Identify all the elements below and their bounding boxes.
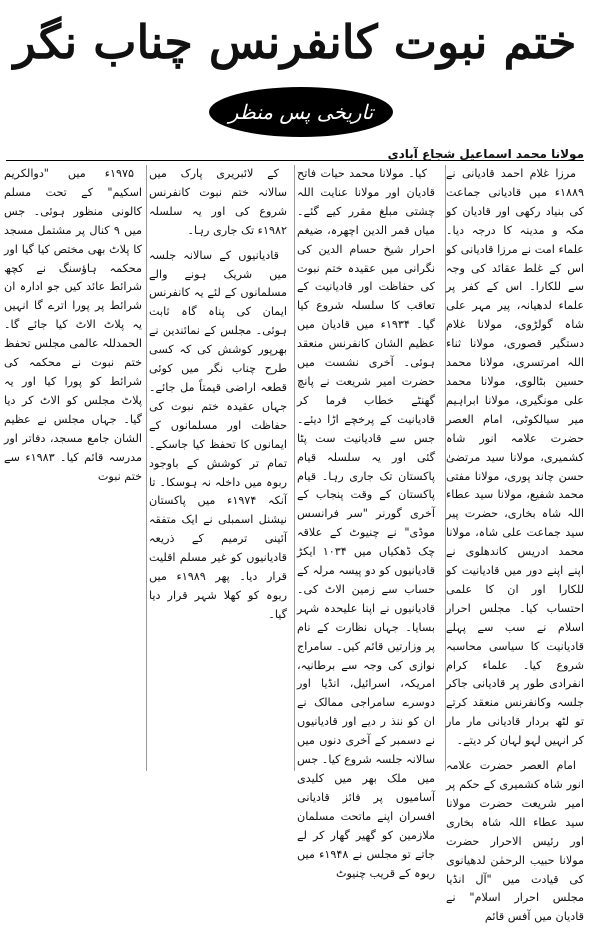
article-column-3 [149,165,287,771]
article-column-4 [4,165,142,771]
column-divider [294,165,295,771]
paragraph: کے لائبریری پارک میں سالانہ ختم نبوت کانفرنس شروع کی اور یہ سلسلہ ۱۹۸۲ء تک جاری رہا۔ [149,167,287,237]
article-column-1 [446,165,584,924]
paragraph: ۱۹۷۵ء میں "دوالکریم اسکیم" کے تحت مسلم کالونی منظور ہوئی۔ جس میں ۹ کنال پر مشتمل مسجد کا پلاٹ بھی مختص کیا گیا اور محکمہ ہاؤسنگ نے کچھ شرائط عائد کیں جو ادارہ ان شرائط پر پورا اترے گا انہیں یہ پلاٹ الاٹ کیا جائے گا۔ الحمدللہ عالمی مجلس تحفظ ختم نبوت نے محکمہ کی شرائط کو پورا کیا اور یہ پلاٹ مجلس کو الاٹ کر دیا گیا۔ جہاں مجلس نے عظیم الشان جامع مسجد، دفاتر اور مدرسہ قائم کیا۔ ۱۹۸۳ء سے ختم نبوت [4,167,142,483]
subheading-badge: تاریخی پس منظر [209,87,393,137]
paragraph: امام العصر حضرت علامہ انور شاہ کشمیری کے حکم پر امیر شریعت حضرت مولانا سید عطاء اللہ شاہ بخاری اور رئیس الاحرار حضرت مولانا حبیب الرحمٰن لدھیانوی کی قیادت میں "آل انڈیا مجلس احرار اسلام" نے قادیان میں آفس قائم [446,759,584,924]
header-rule [6,160,584,161]
headline: ختم نبوت کانفرنس چناب نگر [13,15,577,69]
byline: مولانا محمد اسماعیل شجاع آبادی [387,147,584,161]
column-divider [146,165,147,771]
article-column-2 [297,165,435,880]
paragraph: مرزا غلام احمد قادیانی نے ۱۸۸۹ء میں قادیانی جماعت کی بنیاد رکھی اور قادیان کو مکہ و مدینہ کا درجہ دیا۔ علماء امت نے مرزا قادیانی کو اس کے غلط عقائد کی وجہ سے للکارا۔ اس کے کفر پر علماء لدھیانہ، پیر مہر علی شاہ گولڑوی، مولانا غلام دستگیر قصوری، مولانا ثناء اللہ امرتسری، مولانا محمد حسین بٹالوی، مولانا محمد علی مونگیری، مولانا ابراہیم میر سیالکوٹی، امام العصر حضرت علامہ انور شاہ کشمیری، مولانا سید مرتضیٰ حسن چاند پوری، مولانا مفتی محمد شفیع، مولانا سید عطاء اللہ شاہ بخاری، حضرت پیر سید جماعت علی شاہ، مولانا محمد ادریس کاندھلوی نے اپنے اپنے دور میں قادیانیت کو للکارا اور ان کا علمی احتساب کیا۔ مجلس احرار اسلام نے سب سے پہلے قادیانیت کا سیاسی محاسبہ شروع کیا۔ علماء کرام انفرادی طور پر قادیانی جاکر جلسہ وکانفرنس منعقد کرتے تو لٹھ بردار قادیانی مار مار کر انہیں لہو لہان کر دیتے۔ [446,167,584,748]
paragraph: کیا۔ مولانا محمد حیات فاتح قادیان اور مولانا عنایت اللہ چشتی مبلغ مقرر کیے گئے۔ میاں قمر الدین اچھرہ، ضیغم احرار شیخ حسام الدین کی نگرانی میں عقیدہ ختم نبوت کی حفاظت اور قادیانیت کے تعاقب کا سلسلہ شروع کیا گیا۔ ۱۹۳۴ء میں قادیان میں عظیم الشان کانفرنس منعقد ہوئی۔ آخری نشست میں حضرت امیر شریعت نے پانچ گھنٹے خطاب فرما کر قادیانیت کے پرخچے اڑا دیئے۔ جس سے قادیانیت ست پٹا گئی اور یہ سلسلہ قیام پاکستان تک جاری رہا۔ قیام پاکستان کے وقت پنجاب کے آخری گورنر "سر فرانسس موڈی" نے چنیوٹ کے علاقہ چک ڈھکیاں میں ۱۰۳۴ ایکڑ قادیانیوں کو دو پیسہ مرلہ کے حساب سے زمین الاٹ کی۔ قادیانیوں نے اپنا علیحدہ شہر بسایا۔ جہاں نظارت کے نام پر وزارتیں قائم کیں۔ سامراج نوازی کی وجہ سے برطانیہ، امریکہ، اسرائیل، انڈیا اور دوسرے سامراجی ممالک نے ان کو ننذ ر دیے اور قادیانیوں نے دسمبر کے آخری دنوں میں سالانہ جلسہ شروع کیا۔ جس میں ملک بھر میں کلیدی آسامیوں پر فائز قادیانی افسران اپنے ماتحت مسلمان ملازمین کو گھیر گھار کر لے جاتے تو مجلس نے ۱۹۴۸ء میں ربوہ کے قریب چنیوٹ [297,167,435,880]
paragraph: قادیانیوں کے سالانہ جلسہ میں شریک ہونے والے مسلمانوں کے لئے یہ کانفرنس ایمان کی پناہ گاہ ثابت ہوئی۔ مجلس کے نمائندین نے بھرپور کوشش کی کہ کسی طرح چناب نگر میں کوئی قطعہ اراضی قیمتاً مل جائے۔ جہاں عقیدہ ختم نبوت کی حفاظت اور مسلمانوں کے ایمانوں کا تحفظ کیا جاسکے۔ تمام تر کوشش کے باوجود ربوہ میں داخلہ نہ ہوسکا۔ تا آنکہ ۱۹۷۴ء میں پاکستان نیشنل اسمبلی نے ایک متفقہ آئینی ترمیم کے ذریعہ قادیانیوں کو غیر مسلم اقلیت قرار دیا۔ پھر ۱۹۸۹ء میں ربوہ کو کھلا شہر قرار دیا گیا۔ [149,248,288,621]
